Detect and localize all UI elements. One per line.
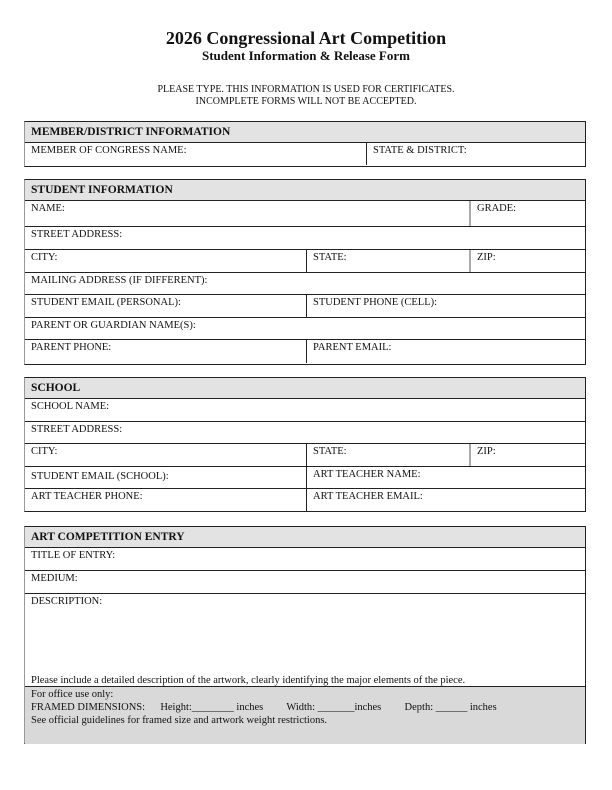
framed-dimensions-label: FRAMED DIMENSIONS: <box>31 702 146 713</box>
school-street-field[interactable]: STREET ADDRESS: <box>31 424 123 435</box>
form-title: 2026 Congressional Art Competition <box>165 28 447 48</box>
student-phone-field[interactable]: STUDENT PHONE (CELL): <box>306 295 585 317</box>
student-name-field[interactable]: NAME: <box>31 203 65 214</box>
description-field[interactable]: DESCRIPTION: <box>31 596 103 607</box>
form-subtitle: Student Information & Release Form <box>202 48 410 63</box>
student-zip-field[interactable]: ZIP: <box>469 250 585 272</box>
school-name-field[interactable]: SCHOOL NAME: <box>31 401 110 412</box>
school-state-field[interactable]: STATE: <box>306 444 469 466</box>
depth-field[interactable]: Depth: ______ inches <box>404 702 497 713</box>
art-teacher-phone-field[interactable]: ART TEACHER PHONE: <box>31 491 143 502</box>
school-section <box>24 377 586 512</box>
student-city-field[interactable]: CITY: <box>31 252 58 263</box>
guardian-name-field[interactable]: PARENT OR GUARDIAN NAME(S): <box>31 320 196 331</box>
student-street-field[interactable]: STREET ADDRESS: <box>31 229 123 240</box>
school-city-field[interactable]: CITY: <box>31 446 58 457</box>
student-section <box>24 179 586 365</box>
description-hint: Please include a detailed description of the artwork, clearly identifying the major elements of the piece. <box>31 675 466 686</box>
member-name-field[interactable]: MEMBER OF CONGRESS NAME: <box>31 145 187 156</box>
art-teacher-name-field[interactable]: ART TEACHER NAME: <box>306 467 585 488</box>
width-field[interactable]: Width: _______inches <box>286 702 382 713</box>
parent-phone-field[interactable]: PARENT PHONE: <box>31 342 112 353</box>
school-heading: SCHOOL <box>25 378 585 399</box>
framed-dimensions-line <box>31 701 579 714</box>
student-heading: STUDENT INFORMATION <box>25 180 585 201</box>
office-use-box <box>25 686 585 744</box>
state-district-field[interactable]: STATE & DISTRICT: <box>366 143 585 165</box>
parent-email-field[interactable]: PARENT EMAIL: <box>306 340 585 363</box>
school-zip-field[interactable]: ZIP: <box>469 444 585 466</box>
medium-field[interactable]: MEDIUM: <box>31 573 78 584</box>
school-student-email-field[interactable]: STUDENT EMAIL (SCHOOL): <box>31 471 169 482</box>
entry-section <box>24 526 586 744</box>
notice-line-2: INCOMPLETE FORMS WILL NOT BE ACCEPTED. <box>195 96 417 107</box>
student-state-field[interactable]: STATE: <box>306 250 469 272</box>
grade-field[interactable]: GRADE: <box>469 201 585 226</box>
guidelines-note: See official guidelines for framed size and artwork weight restrictions. <box>31 715 328 726</box>
member-section <box>24 121 586 167</box>
art-teacher-email-field[interactable]: ART TEACHER EMAIL: <box>306 489 585 511</box>
entry-title-field[interactable]: TITLE OF ENTRY: <box>31 550 116 561</box>
height-field[interactable]: Height:________ inches <box>160 702 264 713</box>
member-heading: MEMBER/DISTRICT INFORMATION <box>25 122 585 143</box>
office-use-label: For office use only: <box>31 689 114 700</box>
notice-line-1: PLEASE TYPE. THIS INFORMATION IS USED FOR CERTIFICATES. <box>157 84 455 95</box>
student-email-field[interactable]: STUDENT EMAIL (PERSONAL): <box>31 297 181 308</box>
mailing-address-field[interactable]: MAILING ADDRESS (IF DIFFERENT): <box>31 275 208 286</box>
entry-heading: ART COMPETITION ENTRY <box>25 527 585 548</box>
